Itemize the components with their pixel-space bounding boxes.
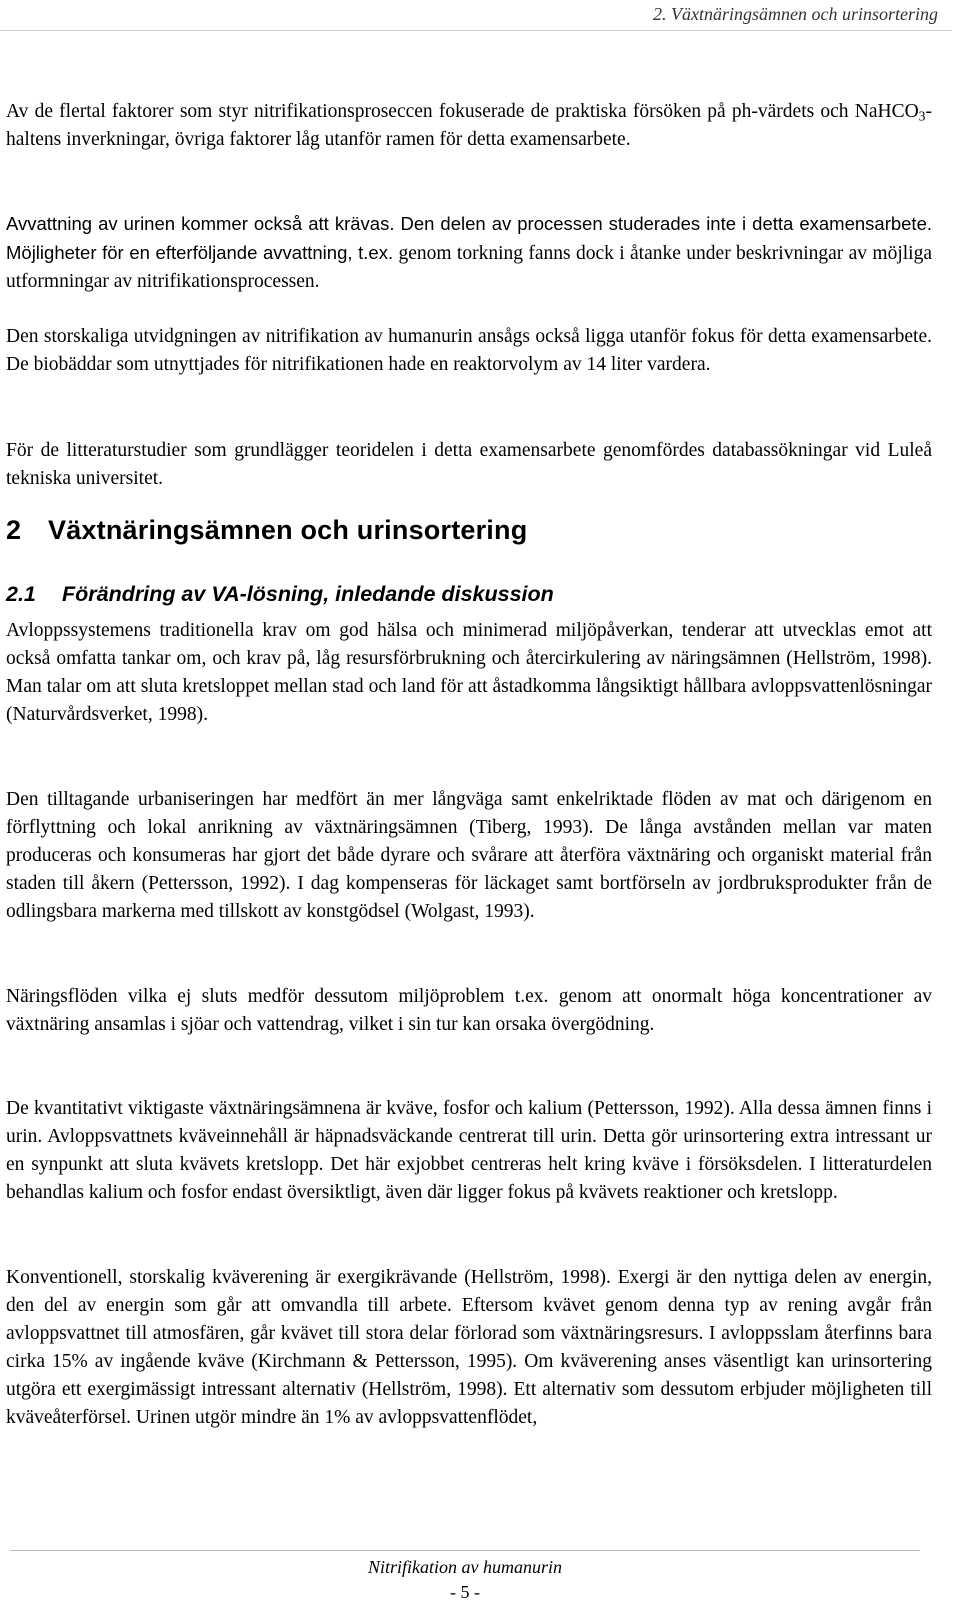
section-number: 2 bbox=[6, 515, 22, 545]
intro-p2-serif-text: genom torkning fanns dock i åtanke under beskrivningar av möjliga utformningar av nitrifikationsprocessen. bbox=[6, 243, 932, 292]
intro-paragraph-4: För de litteraturstudier som grundlägger teoridelen i detta examensarbete genomfördes databassökningar vid Luleå tekniska universitet. bbox=[6, 440, 932, 489]
subscript-3: 3 bbox=[918, 108, 926, 124]
body-paragraph-1: Avloppssystemens traditionella krav om god hälsa och minimerad miljöpåverkan, tenderar att utvecklas emot att också omfatta tankar om, och krav på, låg resursförbrukning och återcirkulering av näringsämnen (Hellström, 1998). Man talar om att sluta kretsloppet mellan stad och land för att åstadkomma långsiktigt hållbara avloppsvattenlösningar (Naturvårdsverket, 1998). bbox=[6, 620, 932, 725]
subsection-number: 2.1 bbox=[6, 582, 36, 606]
subsection-heading bbox=[6, 582, 554, 607]
page-number: - 5 - bbox=[450, 1582, 480, 1602]
body-paragraph-2: Den tilltagande urbaniseringen har medfört än mer långväga samt enkelriktade flöden av mat och därigenom en förflyttning och lokal anrikning av växtnäringsämnen (Tiberg, 1993). De långa avstånden mellan var maten produceras och konsumeras har gjort det både dyrare och svårare att återföra växtnäring och organiskt material från staden till åkern (Pettersson, 1992). I dag kompenseras för läckaget samt bortförseln av jordbruksprodukter från de odlingsbara markerna med tillskott av konstgödsel (Wolgast, 1993). bbox=[6, 789, 932, 922]
intro-p1-text-rest: -haltens inverkningar, övriga faktorer låg utanför ramen för detta examensarbete. bbox=[6, 101, 932, 150]
subsection-title: Förändring av VA-lösning, inledande diskussion bbox=[62, 582, 554, 606]
footer-divider bbox=[10, 1550, 920, 1551]
intro-p2-sans-text: Avvattning av urinen kommer också att krävas. Den delen av processen studerades inte i detta examensarbete. Möjligheter för en efterföljande avvattning, t.ex. bbox=[6, 213, 932, 263]
section-title: Växtnäringsämnen och urinsortering bbox=[48, 515, 528, 545]
body-paragraph-3: Näringsflöden vilka ej sluts medför dessutom miljöproblem t.ex. genom att onormalt höga koncentrationer av växtnäring ansamlas i sjöar och vattendrag, vilket i sin tur kan orsaka övergödning. bbox=[6, 986, 932, 1035]
intro-p1-text: Av de flertal faktorer som styr nitrifikationsproseccen fokuserade de praktiska försöken på ph-värdets och NaHCO bbox=[6, 101, 919, 122]
intro-paragraph-3: Den storskaliga utvidgningen av nitrifikation av humanurin ansågs också ligga utanför fokus för detta examensarbete. De biobäddar som utnyttjades för nitrifikationen hade en reaktorvolym av 14 liter vardera. bbox=[6, 326, 932, 375]
body-paragraph-5: Konventionell, storskalig kväverening är exergikrävande (Hellström, 1998). Exergi är den nyttiga delen av energin, den del av energin som går att omvandla till arbete. Eftersom kvävet genom denna typ av rening avgår från avloppsvattnet till atmosfären, går kvävet till stora delar förlorad som växtnäringsresurs. I avloppsslam återfinns bara cirka 15% av ingående kväve (Kirchmann & Pettersson, 1995). Om kväverening anses väsentligt kan urinsortering utgöra ett exergimässigt intressant alternativ (Hellström, 1998). Ett alternativ som dessutom erbjuder möjligheten till kväveåterförsel. Urinen utgör mindre än 1% av avloppsvattenflödet, bbox=[6, 1267, 932, 1428]
running-header bbox=[0, 0, 952, 31]
footer-title: Nitrifikation av humanurin bbox=[367, 1557, 562, 1577]
section-heading bbox=[6, 515, 527, 546]
intro-paragraph-1 bbox=[6, 98, 932, 154]
body-paragraph-4: De kvantitativt viktigaste växtnäringsämnena är kväve, fosfor och kalium (Pettersson, 1992). Alla dessa ämnen finns i urin. Avloppsvattnets kväveinnehåll är häpnadsväckande centrerat till urin. Detta gör urinsortering extra intressant ur en synpunkt att sluta kvävets kretslopp. Det här exjobbet centreras helt kring kväve i försöksdelen. I litteraturdelen behandlas kalium och fosfor endast översiktligt, även där ligger fokus på kvävets reaktioner och kretslopp. bbox=[6, 1098, 932, 1203]
running-header-title: 2. Växtnäringsämnen och urinsortering bbox=[653, 4, 938, 24]
intro-paragraph-2 bbox=[6, 210, 932, 296]
